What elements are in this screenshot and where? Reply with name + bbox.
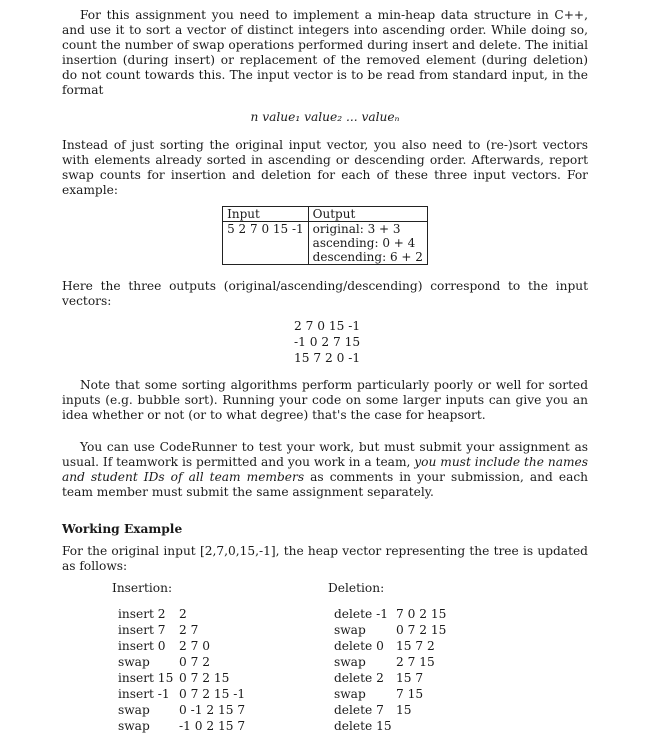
- deletion-row: [334, 639, 542, 655]
- deletion-row: [334, 607, 542, 623]
- deletion-op: delete 2: [334, 671, 384, 685]
- deletion-row: [334, 671, 542, 687]
- deletion-row: [334, 687, 542, 703]
- insertion-row: [118, 719, 302, 735]
- input-header: Input: [223, 207, 309, 222]
- insertion-row: [118, 671, 302, 687]
- insertion-op: swap: [118, 655, 150, 669]
- deletion-vector: 15 7 2: [396, 639, 435, 653]
- vector-original: 2 7 0 15 -1: [294, 319, 361, 333]
- deletion-vector: 7 15: [396, 687, 424, 701]
- input-value: 5 2 7 0 15 -1: [223, 222, 309, 265]
- output-original: original: 3 + 3: [312, 222, 401, 236]
- output-ascending: ascending: 0 + 4: [312, 236, 416, 250]
- insertion-row: [118, 655, 302, 671]
- instead-paragraph: Instead of just sorting the original input vector, you also need to (re-)sort vectors with elements already sorted in ascending or descending order. Afterwards, report swap counts for insertion and deletion for each of these three input vectors. For example:: [62, 138, 588, 197]
- insertion-row: [118, 703, 302, 719]
- deletion-vector: 15: [396, 703, 412, 717]
- team-emphasis: you must include the names and student IDs of all team members: [62, 455, 588, 484]
- coderunner-paragraph: [62, 440, 588, 500]
- insertion-op: insert 2: [118, 607, 166, 621]
- insertion-vector: 2 7: [179, 623, 199, 637]
- vector-descending: 15 7 2 0 -1: [294, 351, 361, 365]
- insertion-vector: 2 7 0: [179, 639, 211, 653]
- input-vectors: [294, 318, 588, 366]
- document-page: [62, 8, 588, 735]
- deletion-row: [334, 719, 542, 735]
- insertion-row: [118, 639, 302, 655]
- here-paragraph: Here the three outputs (original/ascending/descending) correspond to the input vectors:: [62, 279, 588, 308]
- deletion-op: swap: [334, 623, 366, 637]
- insertion-op: swap: [118, 703, 150, 717]
- deletion-column: [302, 581, 542, 735]
- deletion-row: [334, 623, 542, 639]
- insertion-vector: 2: [179, 607, 187, 621]
- deletion-op: delete 15: [334, 719, 392, 733]
- deletion-op: swap: [334, 687, 366, 701]
- deletion-row: [334, 655, 542, 671]
- output-values: [308, 222, 427, 265]
- deletion-vector: 15 7: [396, 671, 424, 685]
- insertion-op: insert 0: [118, 639, 166, 653]
- deletion-vector: 7 0 2 15: [396, 607, 447, 621]
- insertion-vector: 0 7 2 15: [179, 671, 230, 685]
- deletion-vector: 0 7 2 15: [396, 623, 447, 637]
- coderunner-part2: as comments in your submission, and each team member must submit the same assignment separately.: [62, 470, 589, 499]
- deletion-op: delete 7: [334, 703, 384, 717]
- insertion-op: insert -1: [118, 687, 170, 701]
- working-example-heading: Working Example: [62, 522, 183, 536]
- heap-trace: [62, 581, 588, 735]
- deletion-op: delete 0: [334, 639, 384, 653]
- insertion-row: [118, 607, 302, 623]
- deletion-row: [334, 703, 542, 719]
- insertion-op: insert 7: [118, 623, 166, 637]
- note-paragraph: Note that some sorting algorithms perform particularly poorly or well for sorted inputs (e.g. bubble sort). Running your code on some larger inputs can give you an idea whether or not (or to what degree) that's the case for heapsort.: [62, 378, 588, 422]
- insertion-vector: 0 -1 2 15 7: [179, 703, 246, 717]
- deletion-op: delete -1: [334, 607, 388, 621]
- deletion-ops: [334, 607, 542, 735]
- deletion-title: Deletion:: [328, 581, 385, 595]
- insertion-column: [62, 581, 302, 735]
- insertion-vector: 0 7 2 15 -1: [179, 687, 246, 701]
- deletion-vector: 2 7 15: [396, 655, 435, 669]
- insertion-op: swap: [118, 719, 150, 733]
- insertion-row: [118, 687, 302, 703]
- input-format-line: n value₁ value₂ ... valueₙ: [250, 110, 400, 124]
- coderunner-part1: You can use CodeRunner to test your work, but must submit your assignment as usual. If teamwork is permitted and you work in a team,: [62, 440, 588, 469]
- insertion-ops: [118, 607, 302, 735]
- example-io-table: [222, 206, 428, 265]
- output-descending: descending: 6 + 2: [312, 250, 423, 264]
- example-io-table-wrapper: [62, 206, 588, 265]
- insertion-title: Insertion:: [112, 581, 173, 595]
- intro-paragraph: For this assignment you need to implement a min-heap data structure in C++, and use it to sort a vector of distinct integers into ascending order. While doing so, count the number of swap operations performed during insert and delete. The initial insertion (during insert) or replacement of the removed element (during deletion) do not count towards this. The input vector is to be read from standard input, in the format: [62, 8, 588, 97]
- insertion-row: [118, 623, 302, 639]
- deletion-op: swap: [334, 655, 366, 669]
- insertion-vector: -1 0 2 15 7: [179, 719, 246, 733]
- vector-ascending: -1 0 2 7 15: [294, 335, 361, 349]
- working-example-intro: For the original input [2,7,0,15,-1], the heap vector representing the tree is updated as follows:: [62, 544, 588, 573]
- output-header: Output: [308, 207, 427, 222]
- insertion-op: insert 15: [118, 671, 174, 685]
- insertion-vector: 0 7 2: [179, 655, 211, 669]
